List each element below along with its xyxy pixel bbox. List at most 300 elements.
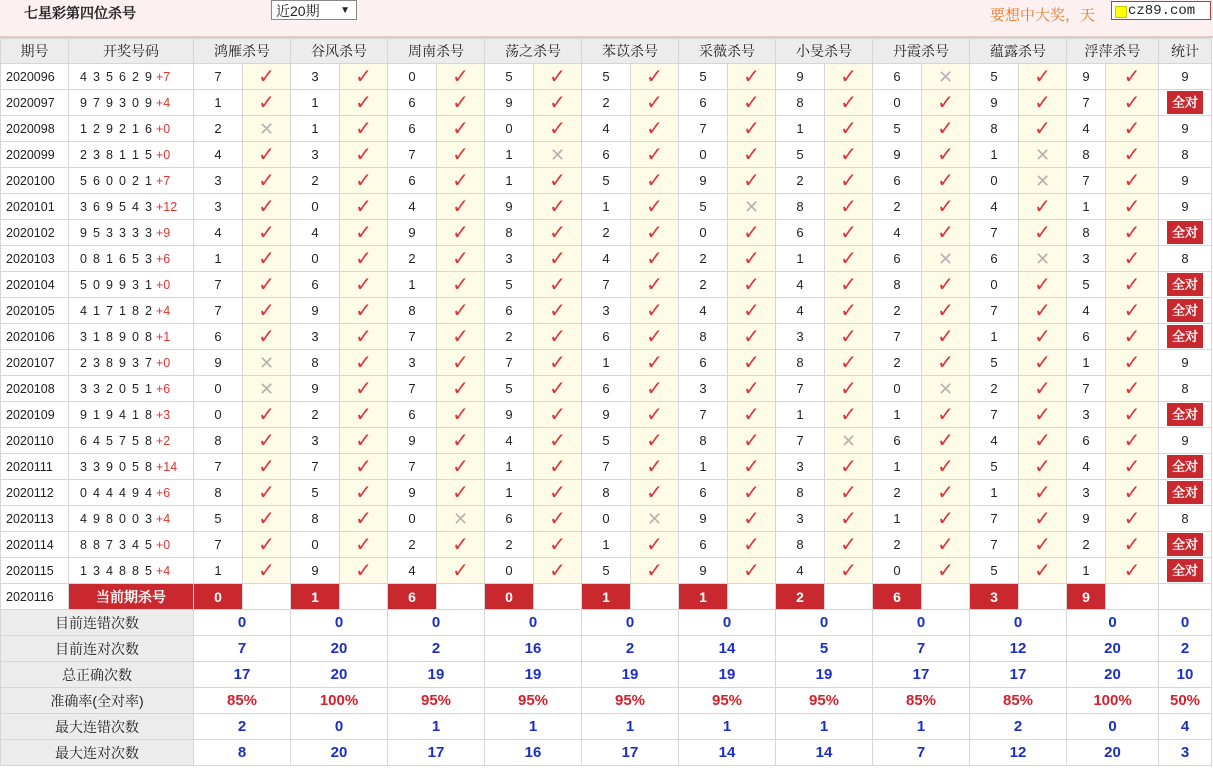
check-icon: ✓ xyxy=(1034,429,1051,452)
current-kill-number: 1 xyxy=(679,584,728,610)
stat-cell xyxy=(1159,558,1212,584)
draw-number-cell xyxy=(69,428,194,454)
summary-value: 7 xyxy=(194,636,291,662)
kill-number-cell: 7 xyxy=(388,324,437,350)
all-correct-badge: 全对 xyxy=(1167,533,1203,556)
cross-icon: ✕ xyxy=(937,378,954,399)
summary-row xyxy=(1,610,1212,636)
result-mark-cell xyxy=(1019,298,1067,324)
kill-number-cell: 9 xyxy=(388,480,437,506)
summary-value: 2 xyxy=(388,636,485,662)
kill-number-cell: 4 xyxy=(388,194,437,220)
result-mark-cell xyxy=(825,116,873,142)
result-mark-cell xyxy=(922,272,970,298)
result-mark-cell xyxy=(825,532,873,558)
kill-number-cell: 0 xyxy=(679,142,728,168)
table-row xyxy=(1,168,1212,194)
draw-digit: 4 xyxy=(132,199,139,214)
result-mark-cell xyxy=(825,506,873,532)
kill-number-cell: 5 xyxy=(582,428,631,454)
summary-value: 14 xyxy=(679,636,776,662)
kill-number-cell: 4 xyxy=(873,220,922,246)
draw-sum: +2 xyxy=(156,433,171,448)
summary-value: 100% xyxy=(1067,688,1159,714)
result-mark-cell xyxy=(437,298,485,324)
kill-number-cell: 9 xyxy=(873,142,922,168)
draw-digit: 9 xyxy=(145,69,152,84)
summary-value: 1 xyxy=(776,714,873,740)
result-mark-cell xyxy=(728,246,776,272)
result-mark-cell xyxy=(1106,350,1159,376)
kill-number-cell: 9 xyxy=(1067,64,1106,90)
check-icon: ✓ xyxy=(840,351,857,374)
check-icon: ✓ xyxy=(549,65,566,88)
result-mark-cell xyxy=(825,480,873,506)
kill-number-cell: 2 xyxy=(291,402,340,428)
check-icon: ✓ xyxy=(258,143,275,166)
check-icon: ✓ xyxy=(646,65,663,88)
summary-label: 最大连对次数 xyxy=(1,740,194,766)
draw-digit: 8 xyxy=(145,329,152,344)
table-row xyxy=(1,350,1212,376)
check-icon: ✓ xyxy=(258,247,275,270)
draw-number-cell xyxy=(69,480,194,506)
result-mark-cell xyxy=(922,220,970,246)
kill-number-cell: 7 xyxy=(970,506,1019,532)
result-mark-cell xyxy=(1106,324,1159,350)
check-icon: ✓ xyxy=(937,221,954,244)
draw-number-cell xyxy=(69,350,194,376)
check-icon: ✓ xyxy=(743,299,760,322)
draw-sum: +1 xyxy=(156,329,171,344)
summary-value: 7 xyxy=(873,636,970,662)
kill-number-table xyxy=(0,38,1212,766)
draw-digit: 1 xyxy=(80,563,87,578)
table-row xyxy=(1,298,1212,324)
summary-value: 0 xyxy=(291,714,388,740)
column-header: 蕴露杀号 xyxy=(970,39,1067,64)
draw-digit: 3 xyxy=(132,225,139,240)
draw-digit: 7 xyxy=(106,537,113,552)
result-mark-cell xyxy=(825,194,873,220)
draw-number-cell xyxy=(69,272,194,298)
kill-number-cell: 0 xyxy=(485,116,534,142)
kill-number-cell: 7 xyxy=(194,532,243,558)
check-icon: ✓ xyxy=(258,455,275,478)
check-icon: ✓ xyxy=(258,325,275,348)
result-mark-cell xyxy=(631,558,679,584)
kill-number-cell: 9 xyxy=(485,90,534,116)
result-mark-cell xyxy=(340,428,388,454)
result-mark-cell xyxy=(243,272,291,298)
draw-digit: 0 xyxy=(93,277,100,292)
result-mark-cell xyxy=(825,298,873,324)
summary-value: 12 xyxy=(970,740,1067,766)
check-icon: ✓ xyxy=(1034,455,1051,478)
draw-digit: 7 xyxy=(119,433,126,448)
check-icon: ✓ xyxy=(549,481,566,504)
check-icon: ✓ xyxy=(840,559,857,582)
check-icon: ✓ xyxy=(355,169,372,192)
period-cell: 2020107 xyxy=(1,350,69,376)
result-mark-cell xyxy=(1019,194,1067,220)
result-mark-cell xyxy=(243,246,291,272)
summary-value: 0 xyxy=(485,610,582,636)
result-mark-cell xyxy=(922,558,970,584)
draw-number-cell xyxy=(69,376,194,402)
kill-number-cell: 6 xyxy=(679,90,728,116)
result-mark-cell xyxy=(437,168,485,194)
check-icon: ✓ xyxy=(452,403,469,426)
check-icon: ✓ xyxy=(937,273,954,296)
current-kill-number: 6 xyxy=(873,584,922,610)
current-kill-number: 2 xyxy=(776,584,825,610)
draw-digit: 8 xyxy=(106,329,113,344)
current-kill-label: 当前期杀号 xyxy=(69,584,194,610)
summary-value: 7 xyxy=(873,740,970,766)
draw-digit: 1 xyxy=(132,147,139,162)
cross-icon: ✕ xyxy=(646,508,663,529)
stat-cell: 8 xyxy=(1159,376,1212,402)
check-icon: ✓ xyxy=(1123,559,1141,582)
kill-number-cell: 8 xyxy=(679,428,728,454)
result-mark-cell xyxy=(728,194,776,220)
table-row xyxy=(1,376,1212,402)
draw-digit: 0 xyxy=(106,173,113,188)
summary-value: 3 xyxy=(1159,740,1212,766)
draw-digit: 8 xyxy=(145,433,152,448)
check-icon: ✓ xyxy=(549,273,566,296)
result-mark-cell xyxy=(1106,506,1159,532)
summary-value: 20 xyxy=(1067,662,1159,688)
check-icon: ✓ xyxy=(1034,299,1051,322)
kill-number-cell: 4 xyxy=(194,220,243,246)
kill-number-cell: 1 xyxy=(1067,350,1106,376)
result-mark-cell xyxy=(825,350,873,376)
column-header: 苯苡杀号 xyxy=(582,39,679,64)
check-icon: ✓ xyxy=(452,195,469,218)
draw-sum: +0 xyxy=(156,355,171,370)
result-mark-cell xyxy=(340,90,388,116)
result-mark-cell xyxy=(534,324,582,350)
result-mark-cell xyxy=(243,454,291,480)
kill-number-cell: 6 xyxy=(582,324,631,350)
check-icon: ✓ xyxy=(840,455,857,478)
stat-cell: 9 xyxy=(1159,350,1212,376)
kill-number-cell: 3 xyxy=(776,506,825,532)
draw-digit: 4 xyxy=(106,485,113,500)
kill-number-cell: 6 xyxy=(388,402,437,428)
kill-number-cell: 6 xyxy=(679,350,728,376)
promo-text[interactable]: 要想中大奖，天 xyxy=(990,7,1096,24)
kill-number-cell: 2 xyxy=(679,272,728,298)
result-mark-cell xyxy=(437,90,485,116)
summary-value: 0 xyxy=(388,610,485,636)
kill-number-cell: 9 xyxy=(970,90,1019,116)
draw-sum: +4 xyxy=(156,95,171,110)
check-icon: ✓ xyxy=(1034,117,1051,140)
result-mark-cell xyxy=(631,90,679,116)
result-mark-cell xyxy=(340,506,388,532)
kill-number-cell: 5 xyxy=(970,64,1019,90)
draw-digit: 9 xyxy=(119,329,126,344)
kill-number-cell: 3 xyxy=(388,350,437,376)
result-mark-cell xyxy=(728,90,776,116)
check-icon: ✓ xyxy=(840,325,857,348)
result-mark-cell xyxy=(631,116,679,142)
draw-digit: 3 xyxy=(80,381,87,396)
summary-value: 0 xyxy=(970,610,1067,636)
draw-sum: +6 xyxy=(156,381,171,396)
kill-number-cell: 5 xyxy=(291,480,340,506)
check-icon: ✓ xyxy=(1123,195,1141,218)
result-mark-cell xyxy=(922,298,970,324)
kill-number-cell: 6 xyxy=(679,532,728,558)
result-mark-cell xyxy=(243,376,291,402)
check-icon: ✓ xyxy=(1034,481,1051,504)
result-mark-cell xyxy=(825,142,873,168)
check-icon: ✓ xyxy=(355,299,372,322)
summary-value: 14 xyxy=(679,740,776,766)
draw-digit: 5 xyxy=(106,433,113,448)
check-icon: ✓ xyxy=(646,325,663,348)
summary-row xyxy=(1,662,1212,688)
draw-digit: 4 xyxy=(93,485,100,500)
result-mark-cell xyxy=(243,298,291,324)
kill-number-cell: 5 xyxy=(485,376,534,402)
blank-cell xyxy=(437,584,485,610)
check-icon: ✓ xyxy=(355,117,372,140)
kill-number-cell: 4 xyxy=(776,272,825,298)
kill-number-cell: 0 xyxy=(970,272,1019,298)
result-mark-cell xyxy=(534,532,582,558)
draw-digit: 3 xyxy=(145,251,152,266)
draw-digit: 0 xyxy=(119,511,126,526)
kill-number-cell: 4 xyxy=(1067,298,1106,324)
result-mark-cell xyxy=(437,246,485,272)
result-mark-cell xyxy=(534,402,582,428)
draw-sum: +3 xyxy=(156,407,171,422)
draw-number-cell xyxy=(69,246,194,272)
result-mark-cell xyxy=(437,220,485,246)
current-kill-number: 3 xyxy=(970,584,1019,610)
result-mark-cell xyxy=(825,376,873,402)
all-correct-badge: 全对 xyxy=(1167,221,1203,244)
draw-digit: 7 xyxy=(145,355,152,370)
kill-number-cell: 0 xyxy=(194,402,243,428)
draw-digit: 9 xyxy=(119,355,126,370)
kill-number-cell: 7 xyxy=(582,272,631,298)
draw-digit: 3 xyxy=(132,277,139,292)
period-range-select[interactable] xyxy=(271,0,357,20)
check-icon: ✓ xyxy=(355,143,372,166)
check-icon: ✓ xyxy=(452,65,469,88)
kill-number-cell: 1 xyxy=(582,532,631,558)
result-mark-cell xyxy=(340,142,388,168)
draw-digit: 4 xyxy=(80,303,87,318)
result-mark-cell xyxy=(1019,506,1067,532)
kill-number-cell: 7 xyxy=(194,272,243,298)
summary-value: 4 xyxy=(1159,714,1212,740)
draw-digit: 3 xyxy=(93,69,100,84)
kill-number-cell: 2 xyxy=(194,116,243,142)
result-mark-cell xyxy=(243,142,291,168)
result-mark-cell xyxy=(922,142,970,168)
check-icon: ✓ xyxy=(743,273,760,296)
result-mark-cell xyxy=(340,376,388,402)
draw-number-cell xyxy=(69,64,194,90)
kill-number-cell: 4 xyxy=(679,298,728,324)
kill-number-cell: 3 xyxy=(194,194,243,220)
result-mark-cell xyxy=(825,324,873,350)
check-icon: ✓ xyxy=(937,403,954,426)
stat-cell xyxy=(1159,454,1212,480)
check-icon: ✓ xyxy=(743,377,760,400)
logo-square-icon xyxy=(1115,6,1127,18)
result-mark-cell xyxy=(1019,350,1067,376)
kill-number-cell: 0 xyxy=(291,532,340,558)
summary-value: 20 xyxy=(1067,740,1159,766)
result-mark-cell xyxy=(631,324,679,350)
kill-number-cell: 1 xyxy=(873,454,922,480)
kill-number-cell: 5 xyxy=(873,116,922,142)
summary-value: 95% xyxy=(582,688,679,714)
result-mark-cell xyxy=(1106,90,1159,116)
result-mark-cell xyxy=(437,376,485,402)
result-mark-cell xyxy=(922,168,970,194)
check-icon: ✓ xyxy=(646,299,663,322)
result-mark-cell xyxy=(728,532,776,558)
result-mark-cell xyxy=(437,480,485,506)
kill-number-cell: 0 xyxy=(388,64,437,90)
kill-number-cell: 9 xyxy=(582,402,631,428)
kill-number-cell: 5 xyxy=(776,142,825,168)
site-logo[interactable] xyxy=(1111,1,1211,20)
result-mark-cell xyxy=(340,402,388,428)
kill-number-cell: 2 xyxy=(291,168,340,194)
check-icon: ✓ xyxy=(743,221,760,244)
kill-number-cell: 3 xyxy=(291,142,340,168)
result-mark-cell xyxy=(728,116,776,142)
check-icon: ✓ xyxy=(646,377,663,400)
summary-value: 95% xyxy=(776,688,873,714)
kill-number-cell: 5 xyxy=(194,506,243,532)
kill-number-cell: 0 xyxy=(485,558,534,584)
result-mark-cell xyxy=(437,402,485,428)
kill-number-cell: 9 xyxy=(1067,506,1106,532)
check-icon: ✓ xyxy=(840,299,857,322)
result-mark-cell xyxy=(340,272,388,298)
draw-digit: 4 xyxy=(80,69,87,84)
table-row xyxy=(1,142,1212,168)
cross-icon: ✕ xyxy=(452,508,469,529)
kill-number-cell: 1 xyxy=(776,402,825,428)
check-icon: ✓ xyxy=(1034,377,1051,400)
check-icon: ✓ xyxy=(743,507,760,530)
check-icon: ✓ xyxy=(646,195,663,218)
draw-digit: 4 xyxy=(145,485,152,500)
summary-value: 19 xyxy=(582,662,679,688)
column-header: 周南杀号 xyxy=(388,39,485,64)
check-icon: ✓ xyxy=(258,221,275,244)
draw-number-cell xyxy=(69,220,194,246)
kill-number-cell: 1 xyxy=(194,90,243,116)
kill-number-cell: 0 xyxy=(582,506,631,532)
draw-digit: 3 xyxy=(119,95,126,110)
summary-value: 85% xyxy=(873,688,970,714)
summary-value: 19 xyxy=(485,662,582,688)
kill-number-cell: 7 xyxy=(970,298,1019,324)
result-mark-cell xyxy=(728,454,776,480)
check-icon: ✓ xyxy=(937,455,954,478)
draw-digit: 8 xyxy=(145,459,152,474)
summary-value: 20 xyxy=(291,636,388,662)
result-mark-cell xyxy=(534,194,582,220)
kill-number-cell: 3 xyxy=(776,454,825,480)
check-icon: ✓ xyxy=(1123,351,1141,374)
blank-cell xyxy=(1159,584,1212,610)
draw-digit: 8 xyxy=(119,563,126,578)
check-icon: ✓ xyxy=(1034,325,1051,348)
kill-number-cell: 6 xyxy=(1067,324,1106,350)
summary-label: 准确率(全对率) xyxy=(1,688,194,714)
draw-digit: 1 xyxy=(80,121,87,136)
check-icon: ✓ xyxy=(549,429,566,452)
result-mark-cell xyxy=(631,142,679,168)
result-mark-cell xyxy=(534,350,582,376)
check-icon: ✓ xyxy=(743,481,760,504)
blank-cell xyxy=(631,584,679,610)
kill-number-cell: 1 xyxy=(873,506,922,532)
kill-number-cell: 2 xyxy=(873,350,922,376)
summary-row xyxy=(1,714,1212,740)
draw-digit: 0 xyxy=(119,381,126,396)
result-mark-cell xyxy=(728,428,776,454)
result-mark-cell xyxy=(728,506,776,532)
check-icon: ✓ xyxy=(646,559,663,582)
check-icon: ✓ xyxy=(1034,507,1051,530)
column-header: 鸿雁杀号 xyxy=(194,39,291,64)
check-icon: ✓ xyxy=(646,273,663,296)
summary-label: 目前连错次数 xyxy=(1,610,194,636)
kill-number-cell: 1 xyxy=(873,402,922,428)
stat-cell: 9 xyxy=(1159,168,1212,194)
check-icon: ✓ xyxy=(549,377,566,400)
result-mark-cell xyxy=(728,298,776,324)
check-icon: ✓ xyxy=(452,325,469,348)
summary-value: 0 xyxy=(1067,714,1159,740)
summary-value: 1 xyxy=(485,714,582,740)
summary-value: 16 xyxy=(485,636,582,662)
check-icon: ✓ xyxy=(452,299,469,322)
summary-value: 0 xyxy=(679,610,776,636)
draw-digit: 6 xyxy=(119,251,126,266)
result-mark-cell xyxy=(922,194,970,220)
draw-digit: 5 xyxy=(119,199,126,214)
kill-number-cell: 8 xyxy=(776,532,825,558)
check-icon: ✓ xyxy=(355,247,372,270)
kill-number-cell: 2 xyxy=(582,220,631,246)
draw-digit: 2 xyxy=(80,147,87,162)
header-row xyxy=(1,39,1212,64)
result-mark-cell xyxy=(631,350,679,376)
check-icon: ✓ xyxy=(937,143,954,166)
period-cell: 2020103 xyxy=(1,246,69,272)
kill-number-cell: 5 xyxy=(485,272,534,298)
summary-value: 50% xyxy=(1159,688,1212,714)
draw-sum: +7 xyxy=(156,173,171,188)
summary-value: 20 xyxy=(1067,636,1159,662)
